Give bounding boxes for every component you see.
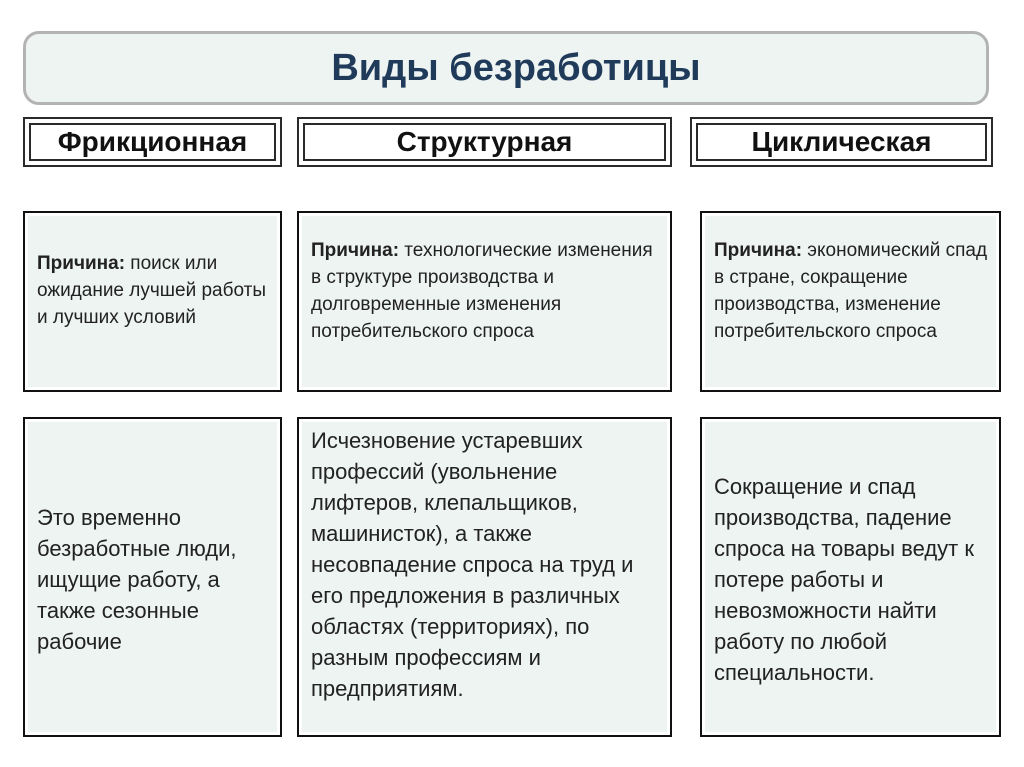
- cause-label: Причина:: [714, 240, 803, 261]
- description-text: Это временно безработные люди, ищущие работу, а также сезонные рабочие: [37, 505, 237, 654]
- cause-text-block: [37, 250, 269, 331]
- cause-label: Причина:: [311, 240, 400, 261]
- cause-text-block: [714, 237, 994, 345]
- description-text: Исчезновение устаревших профессий (увольнение лифтеров, клепальщиков, машинисток), а также несовпадение спроса на труд и его предложения в различных областях (территориях), по разным профессиям и предприятиям.: [311, 428, 634, 701]
- description-cell-cyclical: [700, 417, 1001, 737]
- header-cyclical: [690, 117, 993, 167]
- cause-label: Причина:: [37, 253, 126, 274]
- cause-text: экономический спад в стране, сокращение производства, изменение потребительского спроса: [714, 240, 988, 342]
- cause-text-block: [311, 237, 667, 345]
- cause-cell-frictional: [23, 211, 282, 392]
- header-label: Структурная: [396, 126, 573, 157]
- description-text: Сокращение и спад производства, падение спроса на товары ведут к потере работы и невозможности найти работу по любой специальности.: [714, 474, 974, 685]
- header-frictional: [23, 117, 282, 167]
- cause-text: поиск или ожидание лучшей работы и лучших условий: [37, 253, 266, 328]
- cause-cell-structural: [297, 211, 672, 392]
- header-label: Циклическая: [751, 126, 932, 157]
- title-banner: [23, 31, 989, 105]
- description-cell-structural: [297, 417, 672, 737]
- cause-cell-cyclical: [700, 211, 1001, 392]
- header-label: Фрикционная: [57, 126, 248, 157]
- header-structural: [297, 117, 672, 167]
- page-title: Виды безработицы: [331, 46, 701, 89]
- cause-text: технологические изменения в структуре производства и долговременные изменения потребительского спроса: [311, 240, 653, 342]
- description-cell-frictional: [23, 417, 282, 737]
